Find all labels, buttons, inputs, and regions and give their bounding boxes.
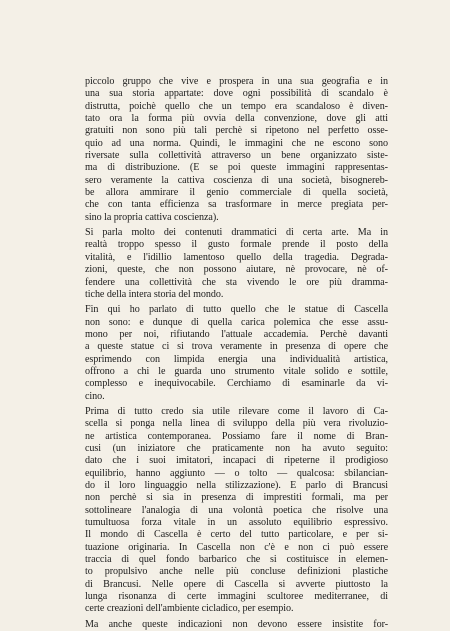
text-line: fendere una collettività che sta vivendo le ore più dramma-: [85, 276, 388, 288]
text-line: di Brancusi. Nelle opere di Cascella si avverte piuttosto la: [85, 578, 388, 590]
text-line: tumultuosa forza vitale in un assoluto equilibrio espressivo.: [85, 517, 388, 529]
text-line: complesso e inequivocabile. Cerchiamo di esaminarle da vi-: [85, 378, 388, 390]
text-line: piccolo gruppo che vive e prospera in una sua geografia e in: [85, 76, 388, 87]
paragraph-4: [85, 406, 388, 616]
text-line: distrutta, poichè quello che un tempo era scandaloso è diven-: [85, 100, 388, 112]
text-line: che con tanta efficienza sa trasformare in merce pregiata per-: [85, 199, 388, 211]
text-line: tuazione originaria. In Cascella non c'è e non ci può essere: [85, 541, 388, 553]
text-line: zioni, queste, che non possono aiutare, nè provocare, nè of-: [85, 264, 388, 276]
text-line: offrono a chi le guarda uno strumento vitale solido e sottile,: [85, 365, 388, 377]
text-line: Il mondo di Cascella è certo del tutto particolare, e per si-: [85, 529, 388, 541]
text-line: scella si ponga nella linea di sviluppo della più vera rivoluzio-: [85, 418, 388, 430]
paragraph-1: [85, 76, 388, 224]
text-line: gratuiti non sono più tali perchè si ripetono nel perfetto osse-: [85, 125, 388, 137]
paragraph-3: [85, 304, 388, 403]
text-line: sottolineare l'analogia di una volontà poetica che risolve una: [85, 504, 388, 516]
text-line: cino.: [85, 390, 105, 402]
text-line: traccia di quel fondo barbarico che si costituisce in elemen-: [85, 554, 388, 566]
text-line: non perchè si sia in presenza di imprestiti formali, ma per: [85, 492, 388, 504]
text-line: Fin qui ho parlato di tutto quello che le statue di Cascella: [85, 304, 388, 316]
text-line: equilibrio, hanno aggiunto — o tolto — qualcosa: sbilancian-: [85, 467, 388, 479]
text-line: non sono: e dunque di quella carica polemica che esse assu-: [85, 316, 388, 328]
text-line: ne artistica contemporanea. Possiamo fare il nome di Bran-: [85, 430, 388, 442]
text-line: cusi (un iniziatore che praticamente non ha avuto seguito:: [85, 442, 388, 454]
text-line: quio ad una norma. Quindi, le immagini che ne escono sono: [85, 137, 388, 149]
text-line: Prima di tutto credo sia utile rilevare come il lavoro di Ca-: [85, 405, 388, 417]
text-line: do il loro linguaggio nella stilizzazione). E parlo di Brancusi: [85, 480, 388, 491]
text-line: mono per noi, rifiutando l'attuale accademia. Perchè davanti: [85, 328, 388, 340]
text-line: be allora ammirare il genio commerciale di quella società,: [85, 187, 388, 199]
text-line: certe creazioni dell'ambiente cicladico, per esempio.: [85, 603, 294, 615]
text-line: Ma anche queste indicazioni non devono essere insistite for-: [85, 618, 388, 630]
text-line: esprimendo con limpida energia una individualità artistica,: [85, 353, 388, 365]
text-line: to propulsivo anche nelle più concluse definizioni plastiche: [85, 566, 388, 578]
text-line: realtà troppo spesso il gusto formale prende il posto della: [85, 239, 388, 251]
text-line: tiche della intera storia del mondo.: [85, 288, 224, 300]
text-line: dato che i suoi imitatori, incapaci di ripeterne il prodigioso: [85, 455, 388, 467]
paragraph-5: [85, 619, 388, 631]
text-line: lunga risonanza di certe immagini scultoree mediterranee, di: [85, 591, 388, 603]
text-line: a queste statue ci si trova veramente in presenza di opere che: [85, 341, 388, 353]
text-line: tato ora la forma più ovvia della convenzione, dove gli atti: [85, 113, 388, 125]
text-line: una sua storia appartate: dove ogni possibilità di scandalo è: [85, 88, 388, 100]
text-line: sino la propria cattiva coscienza).: [85, 211, 219, 223]
text-line: ma di distribuzione. (E se poi queste immagini rappresentas-: [85, 162, 388, 174]
text-line: sero veramente la cattiva coscienza di una società, bisognereb-: [85, 174, 388, 186]
paragraph-2: [85, 227, 388, 301]
text-line: Si parla molto dei contenuti drammatici di certa arte. Ma in: [85, 227, 388, 239]
text-line: vitalità, e l'idillio lamentoso quello della tragedia. Degrada-: [85, 251, 388, 263]
article-text-block: [85, 76, 388, 631]
text-line: riversate sulla collettività attraverso un bene organizzato siste-: [85, 150, 388, 162]
